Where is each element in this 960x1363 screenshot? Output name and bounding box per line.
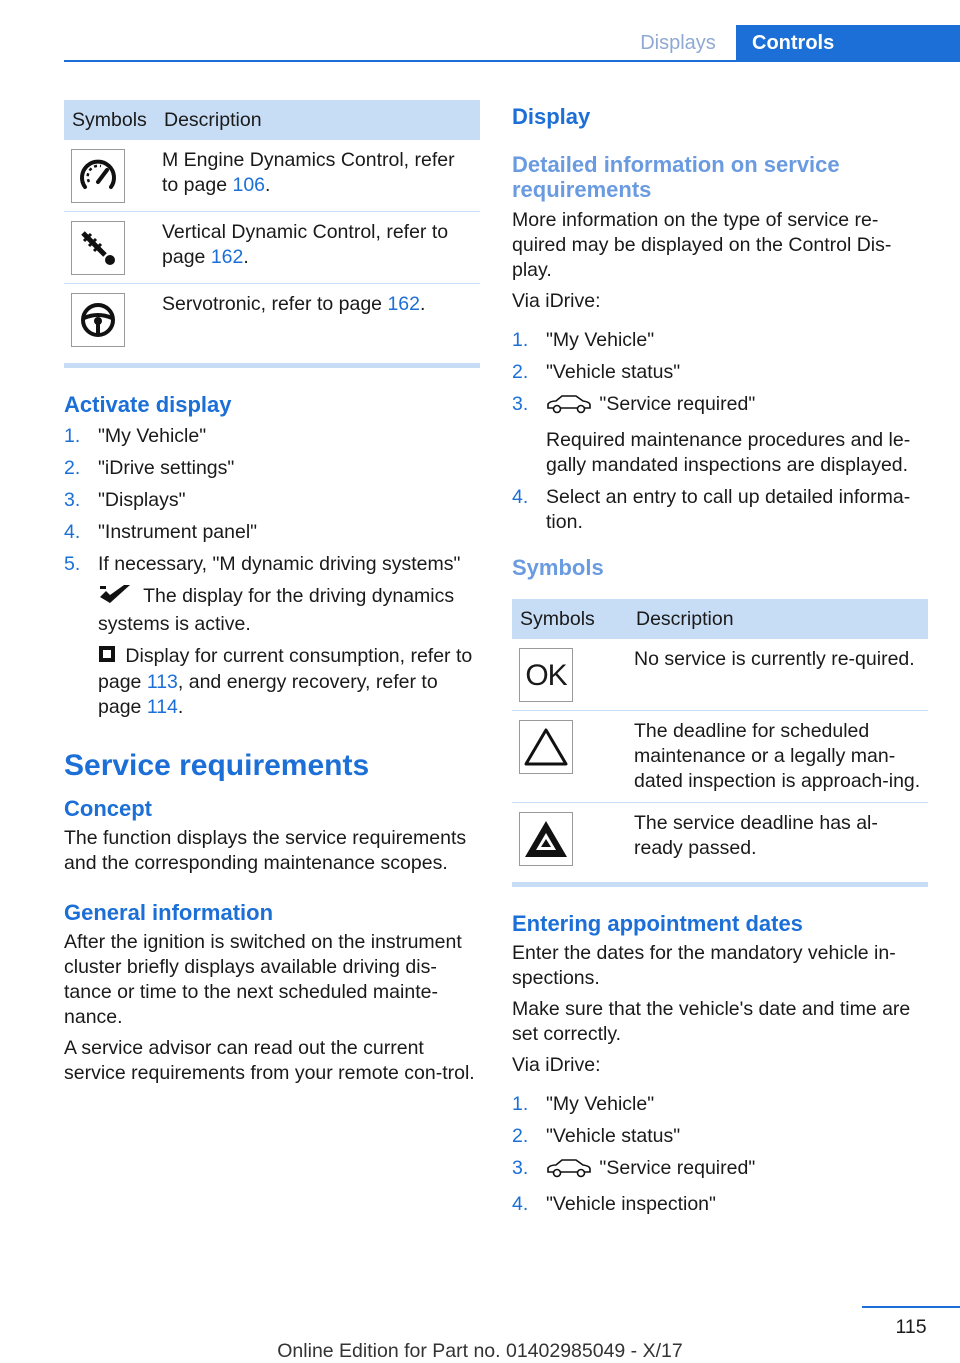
- general-text-2: A service advisor can read out the current service requirements from your remote con-trol.: [64, 1037, 475, 1084]
- table-row: [64, 212, 480, 284]
- service-symbols-table: [512, 599, 928, 874]
- step-3-subtext: Required maintenance procedures and le-gally mandated inspections are displayed.: [546, 429, 911, 476]
- activate-display-steps: [64, 424, 480, 720]
- appointment-steps: [512, 1092, 928, 1217]
- table-row: [64, 284, 480, 356]
- shock-absorber-icon: [71, 221, 125, 275]
- list-item: 1. "My Vehicle": [512, 329, 655, 351]
- table-cell-description: The deadline for scheduled maintenance or a legally man-dated inspection is approach-ing.: [634, 711, 928, 803]
- list-item: 4. Select an entry to call up detailed informa-tion.: [512, 486, 911, 533]
- heading-symbols: Symbols: [512, 555, 604, 580]
- page-number: 115: [895, 1316, 927, 1338]
- table-cell-description: M Engine Dynamics Control, refer to page 106.: [162, 140, 480, 212]
- table-cell-description: Vertical Dynamic Control, refer to page 162.: [162, 212, 480, 284]
- left-column: [64, 100, 480, 1086]
- table-cell-description: No service is currently re-quired.: [634, 639, 928, 711]
- footer-rule: [862, 1306, 960, 1308]
- list-item: 2. "Vehicle status": [512, 1125, 681, 1147]
- list-item: 4. "Instrument panel": [64, 521, 258, 543]
- table-header-row: [512, 599, 928, 639]
- ok-icon: OK: [519, 648, 573, 702]
- detailed-text: More information on the type of service re-quired may be displayed on the Control Dis-play.: [512, 209, 892, 281]
- warning-triangle-filled-icon: [519, 812, 573, 866]
- appointment-text-2: Make sure that the vehicle's date and time are set correctly.: [512, 998, 911, 1045]
- list-item: 2. "Vehicle status": [512, 361, 681, 383]
- footer-edition: Online Edition for Part no. 01402985049 - X/17: [277, 1340, 683, 1362]
- table-header-row: [64, 100, 480, 140]
- column-header-description: Description: [634, 599, 928, 639]
- column-header-symbols: Symbols: [64, 100, 162, 140]
- general-text-1: After the ignition is switched on the instrument cluster briefly displays available driving dis-tance or time to the next scheduled mainte-nance.: [64, 931, 462, 1028]
- page-link[interactable]: 114: [146, 696, 178, 718]
- table-row: [512, 711, 928, 803]
- driving-dynamics-symbols-table: [64, 100, 480, 355]
- header-rule: [64, 60, 960, 62]
- car-outline-icon: [546, 1158, 594, 1185]
- heading-display: Display: [512, 104, 591, 129]
- warning-triangle-outline-icon: [519, 720, 573, 774]
- table-cell-description: Servotronic, refer to page 162.: [162, 293, 426, 315]
- table-row: [512, 639, 928, 711]
- heading-service-requirements: Service requirements: [64, 749, 370, 782]
- page-link[interactable]: 162: [210, 246, 244, 268]
- list-item: 3. "Service required": [512, 1156, 928, 1185]
- list-item: 5. If necessary, "M dynamic driving systems" The display for the driving dynamics systems is active. Display for current consumption, refer to page 113, and energy recovery, refer to page 114.: [64, 552, 480, 720]
- heading-activate-display: Activate display: [64, 392, 232, 417]
- table-end-rule: [64, 363, 480, 368]
- consumption-display-note: Display for current consumption, refer to page 113, and energy recovery, refer to page 114.: [98, 645, 473, 718]
- page-link[interactable]: 162: [387, 293, 420, 315]
- list-item: 2. "iDrive settings": [64, 457, 235, 479]
- table-row: [512, 803, 928, 875]
- car-outline-icon: [546, 394, 594, 421]
- list-item: 1. "My Vehicle": [512, 1093, 655, 1115]
- section-tab-displays[interactable]: Displays: [640, 32, 716, 54]
- page-header: [0, 0, 960, 62]
- page-link[interactable]: 113: [146, 671, 178, 693]
- heading-entering-appointment-dates: Entering appointment dates: [512, 911, 803, 936]
- check-flag-icon: [98, 585, 138, 612]
- via-idrive-label: Via iDrive:: [512, 290, 601, 312]
- page-link[interactable]: 106: [232, 174, 266, 196]
- list-item: 1. "My Vehicle": [64, 425, 207, 447]
- heading-general-information: General information: [64, 900, 274, 925]
- list-item: 4. "Vehicle inspection": [512, 1193, 716, 1215]
- heading-concept: Concept: [64, 796, 152, 821]
- driving-dynamics-note: The display for the driving dynamics systems is active.: [98, 585, 455, 635]
- via-idrive-label: Via iDrive:: [512, 1054, 601, 1076]
- column-header-symbols: Symbols: [512, 599, 634, 639]
- list-item: 3. "Service required" Required maintenance procedures and le-gally mandated inspections are displayed.: [512, 392, 928, 478]
- table-row: [64, 140, 480, 212]
- table-end-rule: [512, 882, 928, 887]
- speedometer-gauge-icon: [71, 149, 125, 203]
- list-item: 3. "Displays": [64, 489, 186, 511]
- steering-wheel-icon: [71, 293, 125, 347]
- chapter-tab-controls[interactable]: Controls: [736, 25, 960, 62]
- heading-detailed-information: Detailed information on service requirements: [512, 152, 840, 202]
- service-requirements-steps: [512, 328, 928, 535]
- appointment-text-1: Enter the dates for the mandatory vehicle in-spections.: [512, 942, 896, 989]
- table-cell-description: The service deadline has al-ready passed.: [634, 812, 878, 859]
- column-header-description: Description: [162, 100, 480, 140]
- right-column: [512, 100, 928, 1224]
- display-square-icon: [98, 645, 120, 670]
- concept-text: The function displays the service requirements and the corresponding maintenance scopes.: [64, 827, 467, 874]
